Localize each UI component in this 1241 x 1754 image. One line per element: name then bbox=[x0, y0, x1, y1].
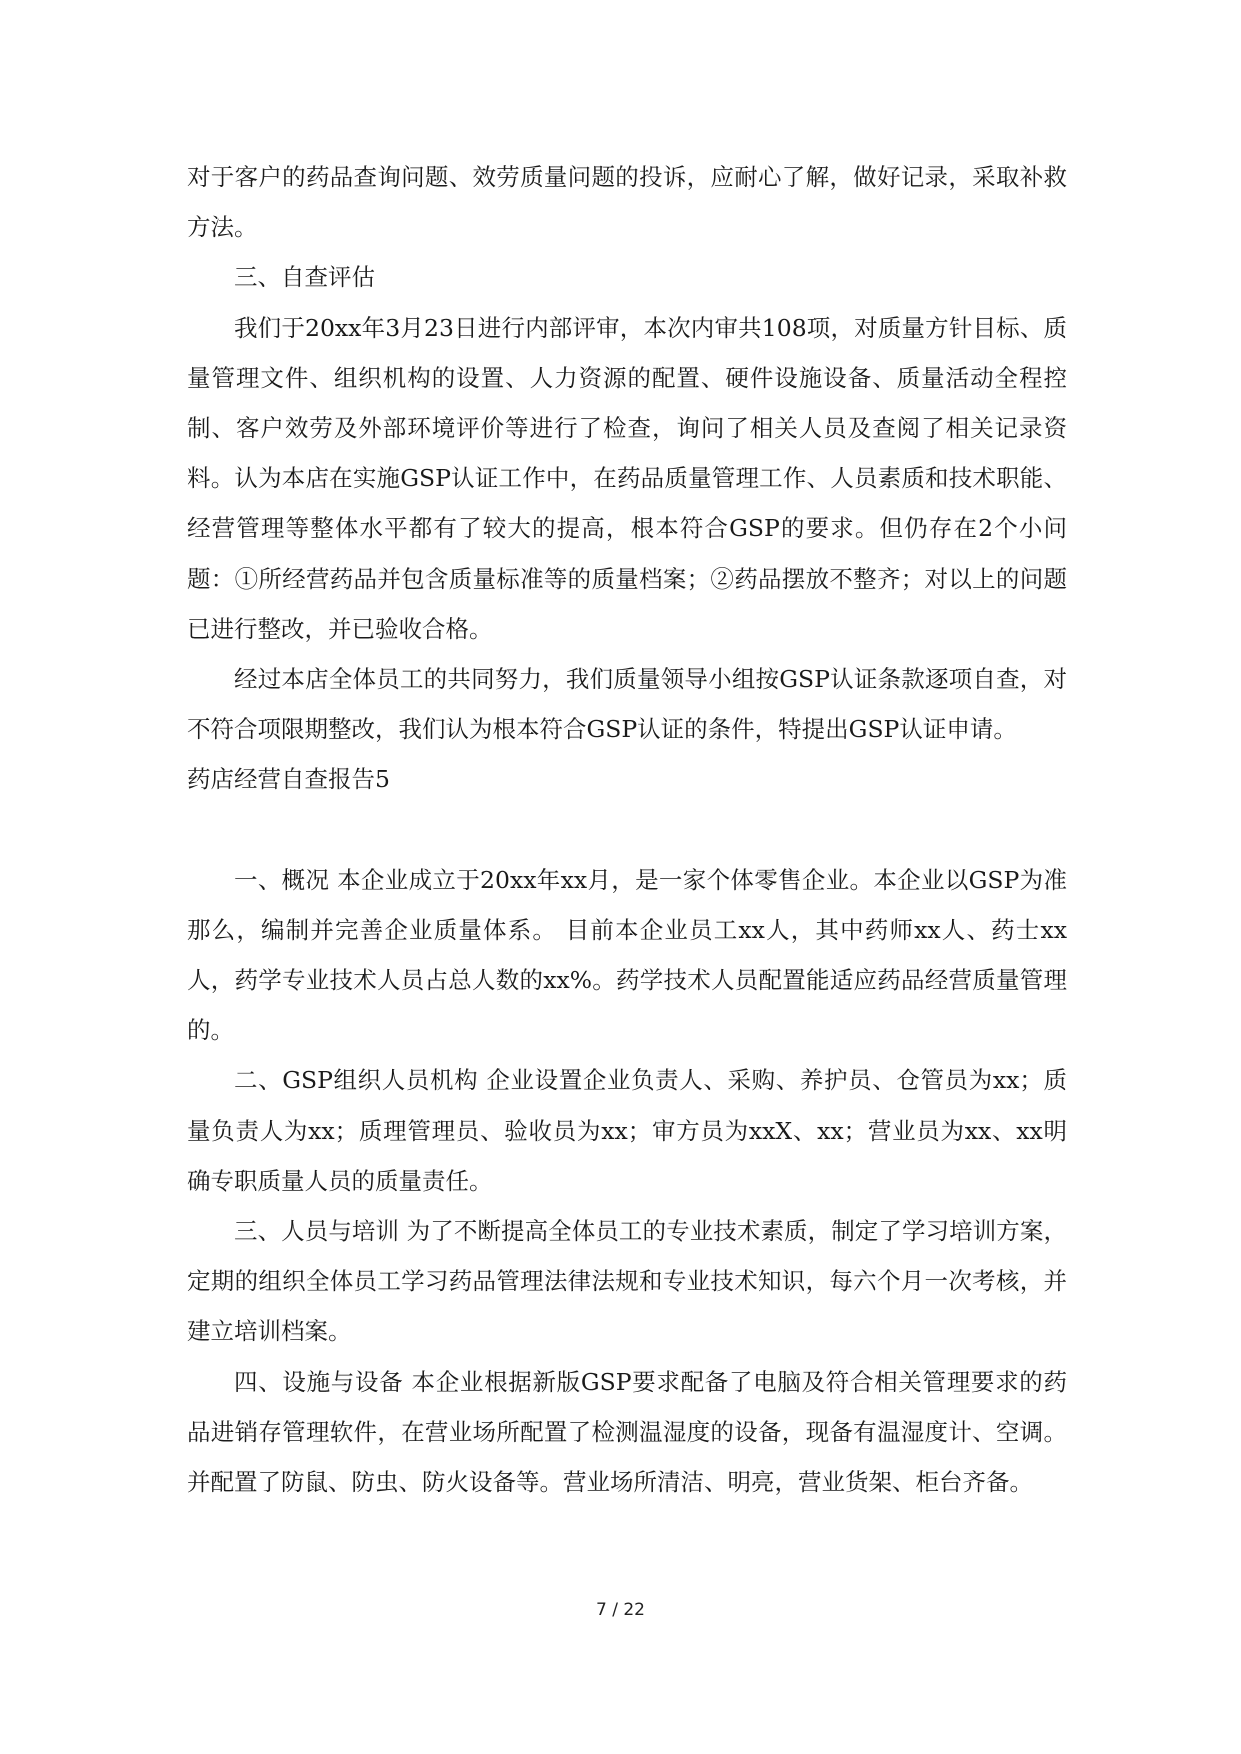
section-title: 药店经营自查报告5 bbox=[187, 765, 390, 794]
blank-line bbox=[187, 805, 1067, 855]
paragraph-personnel-training: 三、人员与培训 为了不断提高全体员工的专业技术素质，制定了学习培训方案，定期的组织全体员工学习药品管理法律法规和专业技术知识，每六个月一次考核，并建立培训档案。 bbox=[187, 1217, 1067, 1346]
paragraph-facilities-equipment: 四、设施与设备 本企业根据新版GSP要求配备了电脑及符合相关管理要求的药品进销存管理软件，在营业场所配置了检测温湿度的设备，现备有温湿度计、空调。并配置了防鼠、防虫、防火设备等。营业场所清洁、明亮，营业货架、柜台齐备。 bbox=[187, 1367, 1067, 1497]
paragraph-gsp-organization: 二、GSP组织人员机构 企业设置企业负责人、采购、养护员、仓管员为xx；质量负责人为xx；质理管理员、验收员为xx；审方员为xxX、xx；营业员为xx、xx明确专职质量人员的质量责任。 bbox=[187, 1066, 1067, 1195]
paragraph-complaint-handling: 对于客户的药品查询问题、效劳质量问题的投诉，应耐心了解，做好记录，采取补救方法。 bbox=[187, 163, 1067, 242]
paragraph-internal-review: 我们于20xx年3月23日进行内部评审，本次内审共108项，对质量方针目标、质量管理文件、组织机构的设置、人力资源的配置、硬件设施设备、质量活动全程控制、客户效劳及外部环境评价等进行了检查，询问了相关人员及查阅了相关记录资料。认为本店在实施GSP认证工作中，在药品质量管理工作、人员素质和技术职能、经营管理等整体水平都有了较大的提高，根本符合GSP的要求。但仍存在2个小问题：①所经营药品并包含质量标准等的质量档案；②药品摆放不整齐；对以上的问题已进行整改，并已验收合格。 bbox=[187, 313, 1067, 643]
document-body bbox=[187, 152, 1067, 1507]
paragraph-overview: 一、概况 本企业成立于20xx年xx月，是一家个体零售企业。本企业以GSP为准那么，编制并完善企业质量体系。 目前本企业员工xx人，其中药师xx人、药士xx人，药学专业技术人员占总人数的xx%。药学技术人员配置能适应药品经营质量管理的。 bbox=[187, 865, 1067, 1045]
page-number: 7 / 22 bbox=[596, 1600, 645, 1620]
heading-self-assessment: 三、自查评估 bbox=[234, 263, 375, 292]
paragraph-certification-request: 经过本店全体员工的共同努力，我们质量领导小组按GSP认证条款逐项自查，对不符合项限期整改，我们认为根本符合GSP认证的条件，特提出GSP认证申请。 bbox=[187, 665, 1067, 744]
